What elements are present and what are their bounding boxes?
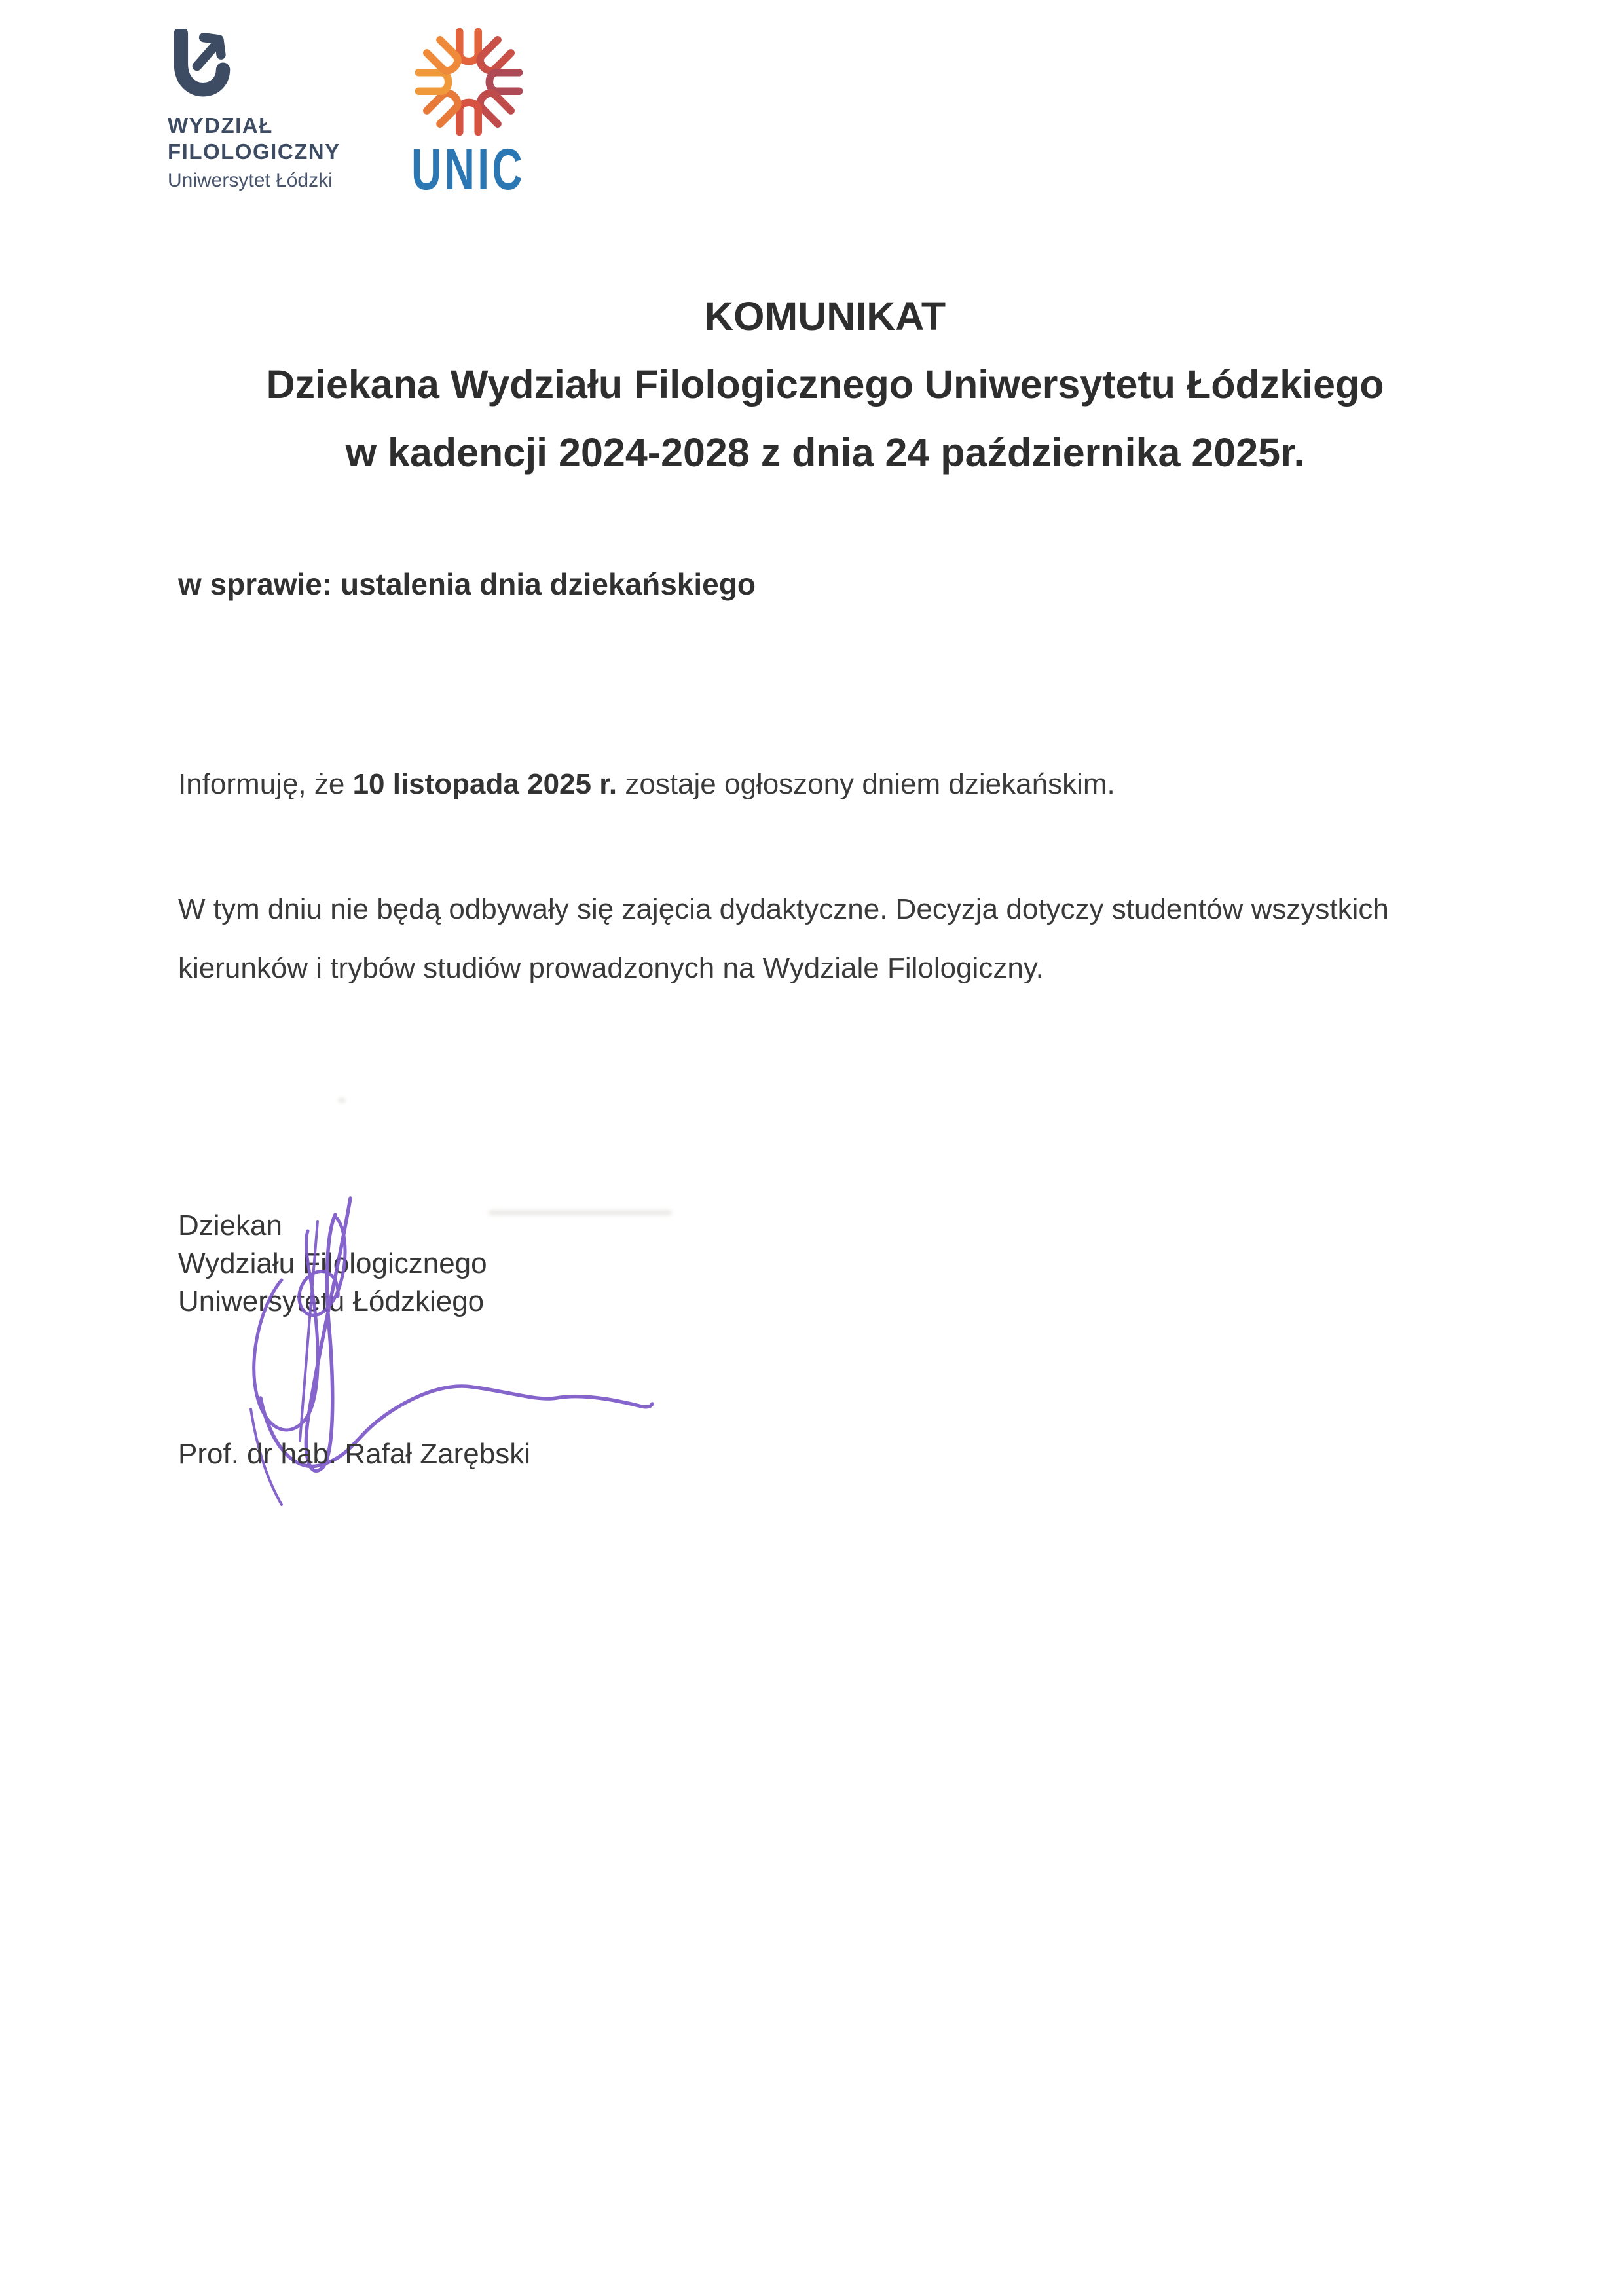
signer-name: Prof. dr hab. Rafał Zarębski (178, 1438, 531, 1470)
scan-speck (338, 1097, 346, 1103)
scan-smudge (489, 1210, 672, 1215)
subject-line: w sprawie: ustalenia dnia dziekańskiego (178, 567, 756, 601)
signature-role-line3: Uniwersytetu Łódzkiego (178, 1285, 485, 1317)
paragraph-announcement-suffix: zostaje ogłoszony dniem dziekańskim. (617, 768, 1115, 800)
university-lodz-logo (168, 29, 364, 194)
announcement-title-block (0, 282, 1624, 487)
signature-role-block (178, 1207, 487, 1321)
paragraph-details-line2: kierunków i trybów studiów prowadzonych na Wydziale Filologiczny. (178, 952, 1044, 984)
university-lodz-u-arrow-icon (169, 29, 237, 98)
unic-star-icon (410, 24, 528, 140)
university-name: Uniwersytet Łódzki (168, 170, 333, 191)
unic-wordmark: UNIC (411, 136, 525, 202)
paragraph-details (178, 880, 1488, 998)
title-dean-line: Dziekana Wydziału Filologicznego Uniwersytetu Łódzkiego (266, 362, 1384, 407)
paragraph-announcement (178, 763, 1115, 805)
faculty-name-line1: WYDZIAŁ (168, 113, 273, 138)
title-komunikat: KOMUNIKAT (704, 294, 946, 339)
signature-role-line2: Wydziału Filologicznego (178, 1247, 487, 1279)
faculty-name-line2: FILOLOGICZNY (168, 139, 341, 164)
announcement-date-bold: 10 listopada 2025 r. (352, 768, 618, 800)
unic-logo (407, 24, 551, 202)
title-term-date-line: w kadencji 2024-2028 z dnia 24 października 2025r. (345, 430, 1305, 475)
paragraph-announcement-prefix: Informuję, że (178, 768, 353, 800)
signature-role-line1: Dziekan (178, 1209, 282, 1241)
paragraph-details-line1: W tym dniu nie będą odbywały się zajęcia dydaktyczne. Decyzja dotyczy studentów wszystkich (178, 893, 1389, 925)
